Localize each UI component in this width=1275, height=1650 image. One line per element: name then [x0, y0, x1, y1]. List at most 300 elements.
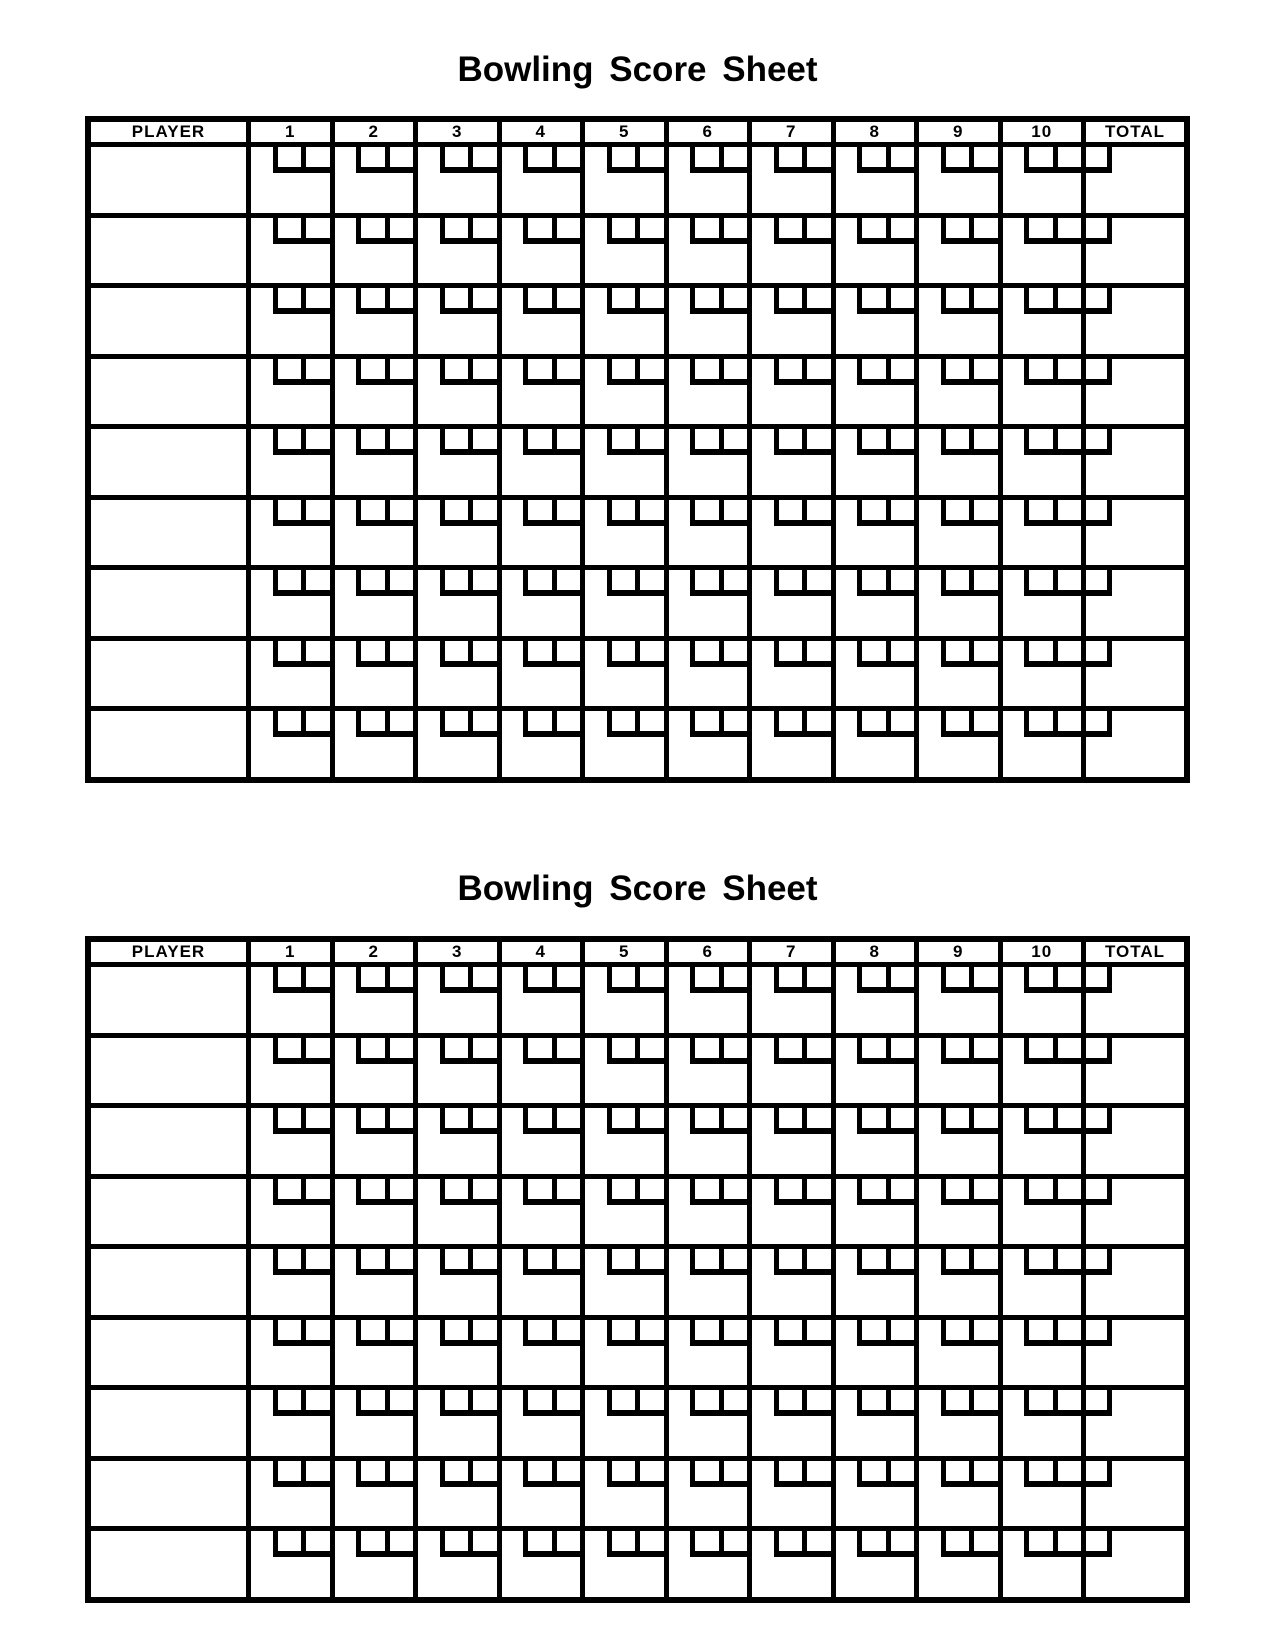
frame-cell	[330, 1033, 414, 1104]
throw-boxes	[273, 500, 330, 526]
throw-boxes	[941, 570, 998, 596]
throw-box-2	[635, 967, 664, 987]
throw-boxes	[857, 218, 914, 244]
throw-boxes	[774, 1249, 831, 1275]
frame-cell	[330, 962, 414, 1033]
throw-box-1	[523, 1108, 552, 1128]
frame-cell	[580, 1526, 664, 1597]
throw-boxes	[1024, 1320, 1081, 1346]
frame-cell	[413, 1244, 497, 1315]
throw-boxes	[857, 147, 914, 173]
frame-cell	[580, 636, 664, 707]
player-name-cell	[91, 1526, 246, 1597]
throw-box-1	[356, 147, 385, 167]
throw-boxes	[440, 1390, 497, 1416]
throw-boxes	[690, 1390, 747, 1416]
header-player-cell: PLAYER	[131, 942, 206, 961]
throw-box-1	[523, 288, 552, 308]
throw-boxes	[857, 1320, 914, 1346]
throw-box-2	[802, 359, 831, 379]
throw-box-1	[1024, 500, 1053, 520]
throw-boxes	[523, 1038, 580, 1064]
throw-box-1	[273, 1461, 302, 1481]
total-cell	[1081, 636, 1184, 707]
total-cell	[1081, 1033, 1184, 1104]
player-name-cell	[91, 213, 246, 284]
throw-box-2	[886, 1038, 915, 1058]
throw-box-1	[774, 429, 803, 449]
frame-cell	[998, 424, 1082, 495]
frame-cell	[497, 636, 581, 707]
total-extra-box	[1086, 288, 1112, 314]
player-name-cell	[91, 1033, 246, 1104]
throw-box-1	[1024, 1461, 1053, 1481]
throw-box-1	[857, 1390, 886, 1410]
throw-boxes	[774, 359, 831, 385]
header-frame-6: 6	[664, 122, 748, 142]
throw-box-2	[385, 570, 414, 590]
throw-box-2	[468, 429, 497, 449]
throw-box-2	[802, 1249, 831, 1269]
throw-box-1	[857, 641, 886, 661]
throw-box-2	[1053, 359, 1082, 379]
frame-cell	[330, 142, 414, 213]
throw-box-2	[802, 1461, 831, 1481]
throw-boxes	[440, 429, 497, 455]
frame-cell	[998, 1526, 1082, 1597]
frame-cell	[413, 213, 497, 284]
frame-cell	[413, 424, 497, 495]
frame-cell	[914, 962, 998, 1033]
throw-box-2	[802, 641, 831, 661]
frame-cell	[330, 213, 414, 284]
throw-box-1	[774, 1531, 803, 1551]
throw-box-2	[1053, 1108, 1082, 1128]
throw-box-2	[719, 1461, 748, 1481]
total-cell	[1081, 1244, 1184, 1315]
throw-boxes	[607, 1320, 664, 1346]
throw-box-2	[886, 1179, 915, 1199]
throw-box-1	[690, 1320, 719, 1340]
throw-boxes	[690, 288, 747, 314]
throw-box-2	[969, 1108, 998, 1128]
frame-cell	[914, 142, 998, 213]
throw-box-1	[774, 288, 803, 308]
frame-cell	[914, 706, 998, 777]
frame-cell	[747, 1244, 831, 1315]
throw-box-1	[857, 1249, 886, 1269]
player-name-cell	[91, 706, 246, 777]
throw-box-2	[468, 1531, 497, 1551]
throw-box-1	[356, 1179, 385, 1199]
throw-box-2	[802, 218, 831, 238]
frame-cell	[664, 354, 748, 425]
throw-box-2	[886, 500, 915, 520]
throw-box-2	[719, 1320, 748, 1340]
frame-cell	[747, 1315, 831, 1386]
throw-box-2	[1053, 967, 1082, 987]
throw-box-2	[969, 147, 998, 167]
throw-box-2	[802, 1320, 831, 1340]
throw-box-2	[385, 429, 414, 449]
frame-cell	[747, 1103, 831, 1174]
frame-cell	[914, 1456, 998, 1527]
throw-box-1	[857, 570, 886, 590]
throw-box-2	[468, 218, 497, 238]
throw-box-1	[857, 1179, 886, 1199]
frame-cell	[998, 706, 1082, 777]
frame-cell	[413, 1103, 497, 1174]
throw-box-1	[690, 288, 719, 308]
throw-boxes	[941, 1531, 998, 1557]
throw-box-2	[468, 1108, 497, 1128]
throw-box-1	[440, 359, 469, 379]
frame-cell	[664, 706, 748, 777]
frame-cell	[747, 1456, 831, 1527]
throw-boxes	[523, 1108, 580, 1134]
throw-boxes	[1024, 500, 1081, 526]
throw-box-1	[857, 967, 886, 987]
throw-box-2	[719, 1249, 748, 1269]
throw-box-2	[1053, 711, 1082, 731]
throw-box-1	[273, 288, 302, 308]
total-extra-box	[1086, 1531, 1112, 1557]
throw-boxes	[1024, 359, 1081, 385]
throw-boxes	[1024, 641, 1081, 667]
frame-cell	[664, 1385, 748, 1456]
total-cell	[1081, 706, 1184, 777]
player-name-cell	[91, 1385, 246, 1456]
total-cell	[1081, 213, 1184, 284]
throw-box-2	[635, 641, 664, 661]
frame-cell	[580, 424, 664, 495]
throw-boxes	[273, 218, 330, 244]
throw-box-2	[385, 1390, 414, 1410]
throw-box-1	[273, 1390, 302, 1410]
player-name-cell	[91, 1315, 246, 1386]
throw-boxes	[523, 1249, 580, 1275]
frame-cell	[413, 636, 497, 707]
frame-cell	[497, 1526, 581, 1597]
header-total-cell: TOTAL	[1081, 122, 1184, 142]
throw-box-1	[607, 359, 636, 379]
throw-box-1	[273, 641, 302, 661]
total-extra-box	[1086, 1461, 1112, 1487]
throw-box-2	[969, 500, 998, 520]
throw-box-2	[1053, 1390, 1082, 1410]
throw-boxes	[774, 967, 831, 993]
throw-box-1	[273, 359, 302, 379]
throw-box-1	[941, 429, 970, 449]
throw-box-2	[385, 711, 414, 731]
throw-boxes	[607, 1108, 664, 1134]
frame-cell	[831, 1385, 915, 1456]
frame-cell	[580, 283, 664, 354]
throw-box-2	[719, 147, 748, 167]
frame-cell	[246, 213, 330, 284]
frame-cell	[497, 283, 581, 354]
throw-box-2	[468, 570, 497, 590]
throw-box-2	[886, 1320, 915, 1340]
throw-box-2	[719, 641, 748, 661]
throw-boxes	[440, 1179, 497, 1205]
player-name-cell	[91, 354, 246, 425]
throw-boxes	[440, 1320, 497, 1346]
frame-cell	[664, 962, 748, 1033]
throw-boxes	[857, 1038, 914, 1064]
throw-box-1	[273, 1249, 302, 1269]
throw-box-1	[857, 359, 886, 379]
throw-box-2	[552, 1038, 581, 1058]
throw-boxes	[356, 1179, 413, 1205]
frame-cell	[831, 962, 915, 1033]
throw-boxes	[774, 147, 831, 173]
throw-boxes	[440, 711, 497, 737]
throw-box-1	[941, 570, 970, 590]
throw-box-1	[356, 1461, 385, 1481]
throw-box-2	[719, 218, 748, 238]
throw-box-2	[301, 1461, 330, 1481]
throw-box-1	[523, 1390, 552, 1410]
throw-box-2	[969, 1249, 998, 1269]
throw-boxes	[440, 1249, 497, 1275]
total-extra-box	[1086, 500, 1112, 526]
throw-boxes	[607, 570, 664, 596]
throw-box-1	[440, 288, 469, 308]
throw-box-1	[607, 1038, 636, 1058]
throw-box-2	[802, 967, 831, 987]
throw-box-2	[301, 1320, 330, 1340]
frame-cell	[747, 424, 831, 495]
throw-boxes	[941, 1249, 998, 1275]
frame-cell	[246, 1244, 330, 1315]
throw-box-2	[552, 711, 581, 731]
frame-cell	[330, 354, 414, 425]
throw-box-2	[385, 1320, 414, 1340]
frame-cell	[831, 1174, 915, 1245]
total-cell	[1081, 1174, 1184, 1245]
throw-box-1	[690, 500, 719, 520]
frame-cell	[246, 636, 330, 707]
throw-boxes	[690, 147, 747, 173]
throw-box-1	[440, 1461, 469, 1481]
frame-cell	[831, 495, 915, 566]
throw-box-1	[774, 570, 803, 590]
throw-box-1	[774, 1320, 803, 1340]
throw-box-1	[690, 1179, 719, 1199]
throw-box-1	[440, 711, 469, 731]
frame-cell	[914, 213, 998, 284]
throw-boxes	[774, 1531, 831, 1557]
throw-box-1	[273, 1038, 302, 1058]
frame-cell	[831, 1244, 915, 1315]
throw-box-1	[273, 1179, 302, 1199]
throw-boxes	[857, 711, 914, 737]
player-name-cell	[91, 495, 246, 566]
frame-cell	[831, 1033, 915, 1104]
throw-box-1	[356, 1108, 385, 1128]
throw-box-1	[523, 147, 552, 167]
player-name-cell	[91, 1456, 246, 1527]
throw-boxes	[273, 1390, 330, 1416]
frame-cell	[747, 636, 831, 707]
throw-box-1	[523, 359, 552, 379]
frame-cell	[747, 1033, 831, 1104]
frame-cell	[664, 565, 748, 636]
throw-boxes	[857, 641, 914, 667]
throw-box-2	[1053, 641, 1082, 661]
frame-cell	[580, 495, 664, 566]
throw-boxes	[857, 1461, 914, 1487]
frame-cell	[246, 1103, 330, 1174]
throw-boxes	[356, 359, 413, 385]
frame-cell	[747, 354, 831, 425]
frame-cell	[747, 1526, 831, 1597]
throw-box-2	[552, 288, 581, 308]
header-frame-6: 6	[664, 942, 748, 962]
throw-box-1	[941, 218, 970, 238]
total-extra-box	[1086, 147, 1112, 173]
throw-box-2	[802, 147, 831, 167]
throw-boxes	[1024, 1531, 1081, 1557]
frame-cell	[330, 1174, 414, 1245]
throw-boxes	[356, 1461, 413, 1487]
throw-box-2	[635, 1531, 664, 1551]
throw-boxes	[607, 1531, 664, 1557]
throw-box-2	[468, 1179, 497, 1199]
throw-box-1	[941, 1179, 970, 1199]
throw-boxes	[1024, 288, 1081, 314]
throw-box-1	[440, 429, 469, 449]
throw-box-1	[857, 1531, 886, 1551]
throw-box-1	[774, 711, 803, 731]
throw-box-2	[552, 1108, 581, 1128]
throw-boxes	[941, 218, 998, 244]
throw-box-2	[969, 711, 998, 731]
header-frame-8: 8	[831, 122, 915, 142]
throw-boxes	[523, 288, 580, 314]
frame-cell	[914, 424, 998, 495]
throw-boxes	[523, 218, 580, 244]
throw-box-2	[886, 1461, 915, 1481]
throw-boxes	[774, 1320, 831, 1346]
frame-cell	[497, 1244, 581, 1315]
throw-box-2	[886, 1531, 915, 1551]
throw-box-2	[385, 1179, 414, 1199]
frame-cell	[497, 565, 581, 636]
throw-box-2	[468, 288, 497, 308]
throw-box-1	[690, 967, 719, 987]
frame-cell	[246, 283, 330, 354]
throw-boxes	[523, 359, 580, 385]
throw-boxes	[774, 218, 831, 244]
frame-cell	[831, 1315, 915, 1386]
throw-box-1	[273, 967, 302, 987]
throw-boxes	[523, 1390, 580, 1416]
frame-cell	[998, 565, 1082, 636]
throw-boxes	[941, 288, 998, 314]
throw-box-1	[273, 218, 302, 238]
throw-box-2	[886, 641, 915, 661]
throw-box-1	[774, 359, 803, 379]
frame-cell	[246, 565, 330, 636]
throw-box-2	[385, 1249, 414, 1269]
throw-boxes	[440, 641, 497, 667]
frame-cell	[580, 142, 664, 213]
throw-box-1	[1024, 359, 1053, 379]
throw-box-1	[607, 500, 636, 520]
frame-cell	[914, 1244, 998, 1315]
throw-box-1	[440, 967, 469, 987]
frame-cell	[246, 706, 330, 777]
throw-box-1	[440, 500, 469, 520]
frame-cell	[330, 636, 414, 707]
sheet-title: Bowling Score Sheet	[457, 869, 818, 908]
throw-box-1	[356, 1320, 385, 1340]
throw-box-2	[719, 711, 748, 731]
throw-box-2	[301, 711, 330, 731]
throw-box-2	[552, 218, 581, 238]
throw-boxes	[857, 288, 914, 314]
throw-boxes	[774, 641, 831, 667]
throw-box-1	[607, 1390, 636, 1410]
throw-box-2	[468, 359, 497, 379]
throw-boxes	[941, 711, 998, 737]
throw-box-1	[1024, 1249, 1053, 1269]
throw-boxes	[523, 1531, 580, 1557]
throw-box-2	[1053, 570, 1082, 590]
throw-boxes	[523, 570, 580, 596]
throw-box-2	[635, 1179, 664, 1199]
throw-box-2	[301, 500, 330, 520]
throw-box-2	[385, 500, 414, 520]
throw-box-2	[301, 147, 330, 167]
frame-cell	[413, 283, 497, 354]
throw-boxes	[857, 570, 914, 596]
throw-box-1	[774, 147, 803, 167]
throw-boxes	[440, 288, 497, 314]
throw-boxes	[356, 641, 413, 667]
throw-box-2	[552, 1320, 581, 1340]
throw-boxes	[440, 1038, 497, 1064]
frame-cell	[914, 354, 998, 425]
frame-cell	[330, 1244, 414, 1315]
throw-box-2	[301, 1108, 330, 1128]
throw-box-2	[385, 641, 414, 661]
frame-cell	[497, 354, 581, 425]
throw-box-1	[857, 218, 886, 238]
throw-boxes	[774, 711, 831, 737]
throw-boxes	[941, 1038, 998, 1064]
throw-boxes	[941, 1179, 998, 1205]
throw-box-1	[1024, 1531, 1053, 1551]
total-cell	[1081, 962, 1184, 1033]
frame-cell	[831, 354, 915, 425]
throw-box-2	[468, 1390, 497, 1410]
throw-box-1	[857, 429, 886, 449]
frame-cell	[998, 962, 1082, 1033]
frame-cell	[246, 1174, 330, 1245]
throw-box-1	[1024, 967, 1053, 987]
throw-box-2	[886, 429, 915, 449]
frame-cell	[580, 1385, 664, 1456]
throw-box-1	[690, 1390, 719, 1410]
throw-boxes	[440, 967, 497, 993]
throw-boxes	[941, 1320, 998, 1346]
throw-box-1	[523, 1249, 552, 1269]
frame-cell	[580, 1244, 664, 1315]
frame-cell	[413, 1456, 497, 1527]
